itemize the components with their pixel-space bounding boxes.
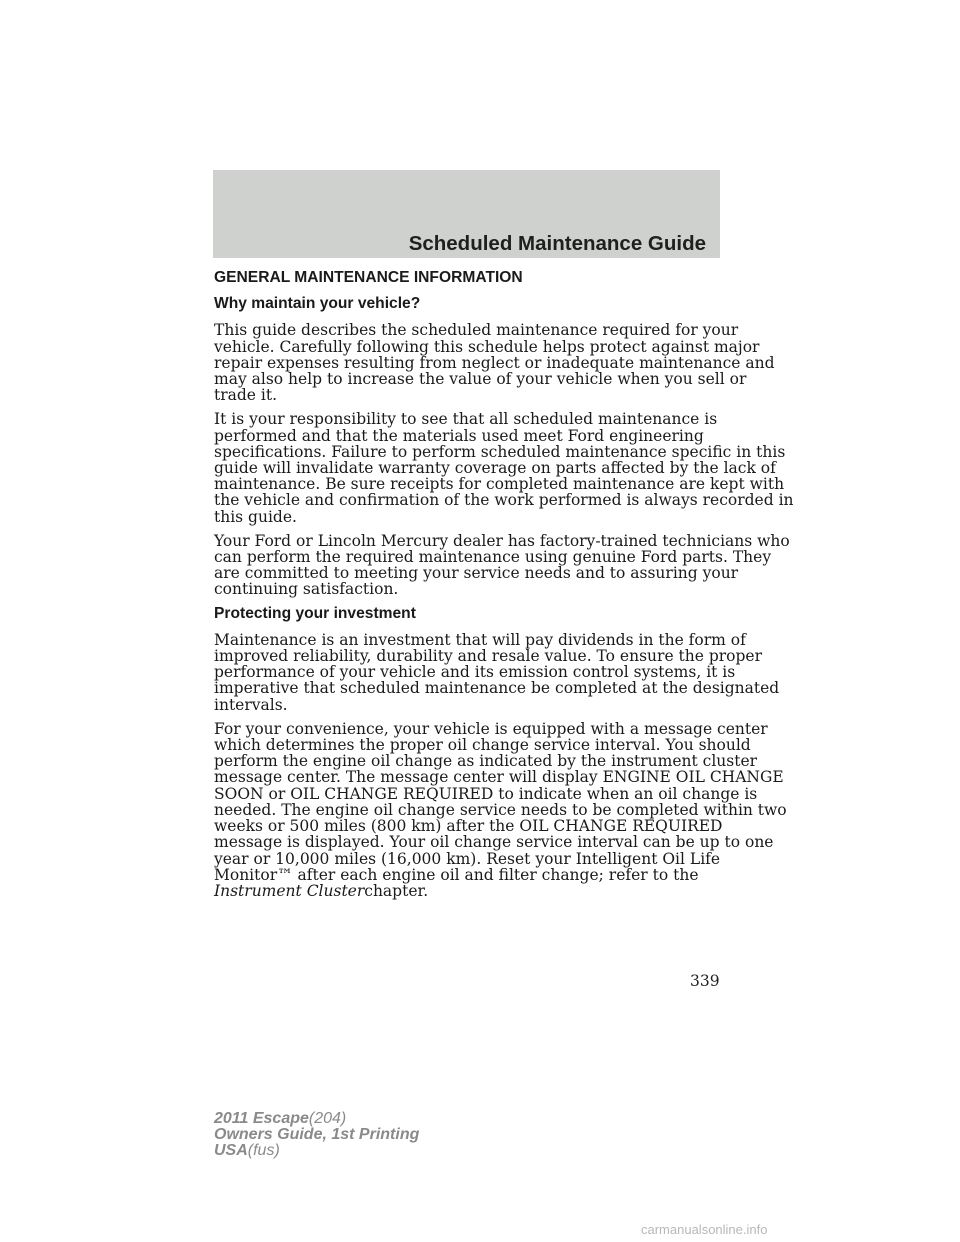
chapter-reference: Instrument Cluster: [214, 881, 365, 900]
text-line: intervals.: [214, 695, 288, 714]
paragraph-4: [214, 630, 780, 714]
text-line: performed and that the materials used meet Ford engineering: [214, 426, 704, 445]
text-line: guide will invalidate warranty coverage on parts affected by the lack of: [214, 459, 776, 478]
footer-line-model: [214, 1111, 419, 1127]
paragraph-2: [214, 410, 794, 526]
page-number: 339: [690, 972, 720, 990]
paragraph-3: [214, 531, 790, 599]
subheading-why-maintain: Why maintain your vehicle?: [214, 295, 421, 313]
text-line: vehicle. Carefully following this schedule helps protect against major: [214, 337, 760, 356]
text-line: maintenance. Be sure receipts for completed maintenance are kept with: [214, 475, 785, 494]
footer-line-printing: Owners Guide, 1st Printing: [214, 1126, 420, 1143]
text-line-last: [214, 883, 734, 899]
text-line: specifications. Failure to perform scheduled maintenance specific in this: [214, 442, 786, 461]
footer-model: 2011 Escape: [214, 1110, 309, 1127]
text-line: SOON or OIL CHANGE REQUIRED to indicate when an oil change is: [214, 784, 758, 803]
text-line: imperative that scheduled maintenance be completed at the designated: [214, 679, 780, 698]
text-line: It is your responsibility to see that all scheduled maintenance is: [214, 410, 718, 429]
paragraph-1: [214, 321, 775, 405]
section-title: Scheduled Maintenance Guide: [408, 232, 706, 255]
watermark: carmanualsonline.info: [641, 1222, 768, 1237]
text-line: This guide describes the scheduled maintenance required for your: [214, 321, 739, 340]
text-line: the vehicle and confirmation of the work performed is always recorded in: [214, 491, 794, 510]
footer-model-code: (204): [308, 1110, 347, 1127]
text-line: this guide.: [214, 507, 297, 526]
footer-market: USA: [214, 1142, 248, 1159]
text-line: which determines the proper oil change service interval. You should: [214, 736, 751, 755]
footer-line-market: [214, 1143, 419, 1159]
text-line: message center. The message center will display ENGINE OIL CHANGE: [214, 768, 784, 787]
text-line: trade it.: [214, 386, 278, 405]
chapter-word: chapter.: [364, 881, 429, 900]
section-header-band: [213, 170, 720, 258]
text-line: repair expenses resulting from neglect or inadequate maintenance and: [214, 353, 775, 372]
text-line: continuing satisfaction.: [214, 580, 399, 599]
text-line: weeks or 500 miles (800 km) after the OIL CHANGE REQUIRED: [214, 817, 723, 836]
main-content: [214, 269, 794, 907]
page-heading: GENERAL MAINTENANCE INFORMATION: [214, 269, 523, 286]
text-line: may also help to increase the value of your vehicle when you sell or: [214, 370, 747, 389]
text-line: are committed to meeting your service needs and to assuring your: [214, 564, 739, 583]
text-line: For your convenience, your vehicle is equipped with a message center: [214, 719, 768, 738]
text-line: Your Ford or Lincoln Mercury dealer has factory-trained technicians who: [214, 531, 790, 550]
paragraph-5: [214, 719, 787, 900]
footer-market-code: (fus): [247, 1142, 280, 1159]
text-line: year or 10,000 miles (16,000 km). Reset your Intelligent Oil Life: [214, 849, 721, 868]
text-line: Monitor™ after each engine oil and filter change; refer to the: [214, 865, 699, 884]
text-line: message is displayed. Your oil change service interval can be up to one: [214, 833, 774, 852]
subheading-protecting-investment: Protecting your investment: [214, 604, 416, 622]
text-line: performance of your vehicle and its emission control systems, it is: [214, 663, 736, 682]
text-line: needed. The engine oil change service needs to be completed within two: [214, 800, 787, 819]
text-line: perform the engine oil change as indicated by the instrument cluster: [214, 752, 758, 771]
text-line: can perform the required maintenance using genuine Ford parts. They: [214, 548, 772, 567]
print-footer: [214, 1111, 419, 1159]
text-line: Maintenance is an investment that will pay dividends in the form of: [214, 630, 746, 649]
text-line: improved reliability, durability and resale value. To ensure the proper: [214, 647, 763, 666]
